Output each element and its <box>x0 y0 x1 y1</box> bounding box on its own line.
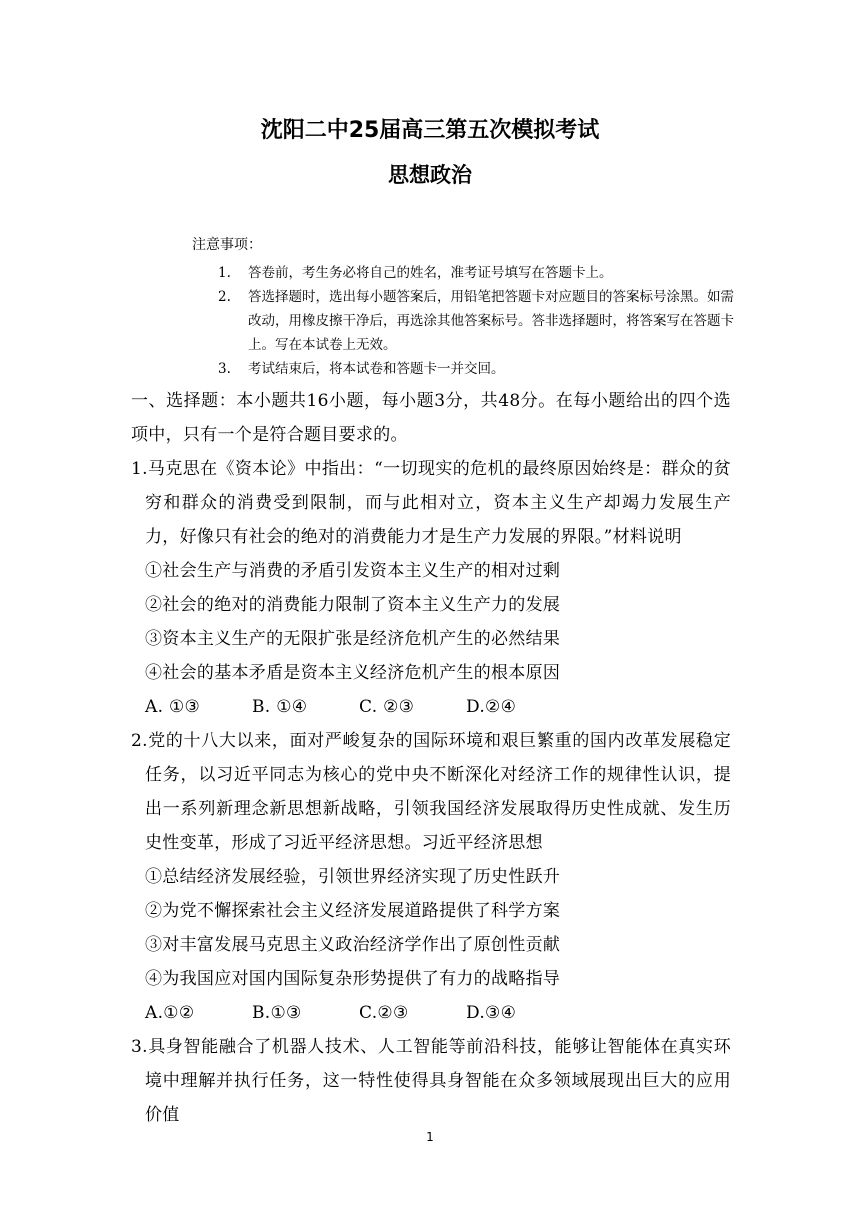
question-2 <box>131 724 731 1030</box>
question-stem: 2.党的十八大以来，面对严峻复杂的国际环境和艰巨繁重的国内改革发展稳定任务，以习近平同志为核心的党中央不断深化对经济工作的规律性认识，提出一系列新理念新思想新战略，引领我国经济发展取得历史性成就、发生历史性变革，形成了习近平经济思想。习近平经济思想 <box>131 731 731 853</box>
notice-item-number: 2. <box>218 289 231 305</box>
question-stem: 1.马克思在《资本论》中指出：“一切现实的危机的最终原因始终是：群众的贫穷和群众的消费受到限制，而与此相对立，资本主义生产却竭力发展生产力，好像只有社会的绝对的消费能力才是生产力发展的界限。”材料说明 <box>131 459 731 547</box>
question-option: ②为党不懈探索社会主义经济发展道路提供了科学方案 <box>145 901 561 921</box>
notice-list <box>218 261 738 381</box>
choice-a: A. ①③ <box>145 697 201 717</box>
question-option: ③对丰富发展马克思主义政治经济学作出了原创性贡献 <box>145 935 561 955</box>
exam-body <box>131 384 731 1132</box>
notice-item-number: 1. <box>218 265 231 281</box>
choice-d: D.②④ <box>466 697 517 717</box>
notice-item-text: 答选择题时，选出每小题答案后，用铅笔把答题卡对应题目的答案标号涂黑。如需改动，用橡皮擦干净后，再选涂其他答案标号。答非选择题时，将答案写在答题卡上。写在本试卷上无效。 <box>248 289 734 353</box>
section-intro: 一、选择题：本小题共16小题，每小题3分，共48分。在每小题给出的四个选项中，只有一个是符合题目要求的。 <box>131 391 731 445</box>
answer-choices <box>131 996 731 1030</box>
question-option: ④社会的基本矛盾是资本主义经济危机产生的根本原因 <box>145 663 561 683</box>
notice-item-text: 答卷前，考生务必将自己的姓名，准考证号填写在答题卡上。 <box>248 265 613 281</box>
question-option: ④为我国应对国内国际复杂形势提供了有力的战略指导 <box>145 969 561 989</box>
notice-item-text: 考试结束后，将本试卷和答题卡一并交回。 <box>248 361 505 377</box>
notice-item-number: 3. <box>218 361 231 377</box>
page-number: 1 <box>426 1130 434 1144</box>
question-option: ①社会生产与消费的矛盾引发资本主义生产的相对过剩 <box>145 561 561 581</box>
choice-c: C. ②③ <box>359 697 415 717</box>
answer-choices <box>131 690 731 724</box>
notice-item <box>218 357 738 381</box>
choice-a: A.①② <box>145 1003 195 1023</box>
notice-item <box>218 285 738 357</box>
question-stem: 3.具身智能融合了机器人技术、人工智能等前沿科技，能够让智能体在真实环境中理解并执行任务，这一特性使得具身智能在众多领域展现出巨大的应用价值 <box>131 1037 731 1125</box>
question-option: ③资本主义生产的无限扩张是经济危机产生的必然结果 <box>145 629 561 649</box>
choice-d: D.③④ <box>466 1003 517 1023</box>
choice-c: C.②③ <box>359 1003 409 1023</box>
notice-item <box>218 261 738 285</box>
choice-b: B. ①④ <box>252 697 308 717</box>
question-3 <box>131 1030 731 1132</box>
question-option: ②社会的绝对的消费能力限制了资本主义生产力的发展 <box>145 595 561 615</box>
subject-title: 思想政治 <box>388 163 472 187</box>
question-option: ①总结经济发展经验，引领世界经济实现了历史性跃升 <box>145 867 561 887</box>
exam-title: 沈阳二中25届高三第五次模拟考试 <box>260 118 600 143</box>
choice-b: B.①③ <box>252 1003 302 1023</box>
notice-heading: 注意事项： <box>192 237 262 253</box>
question-1 <box>131 452 731 724</box>
